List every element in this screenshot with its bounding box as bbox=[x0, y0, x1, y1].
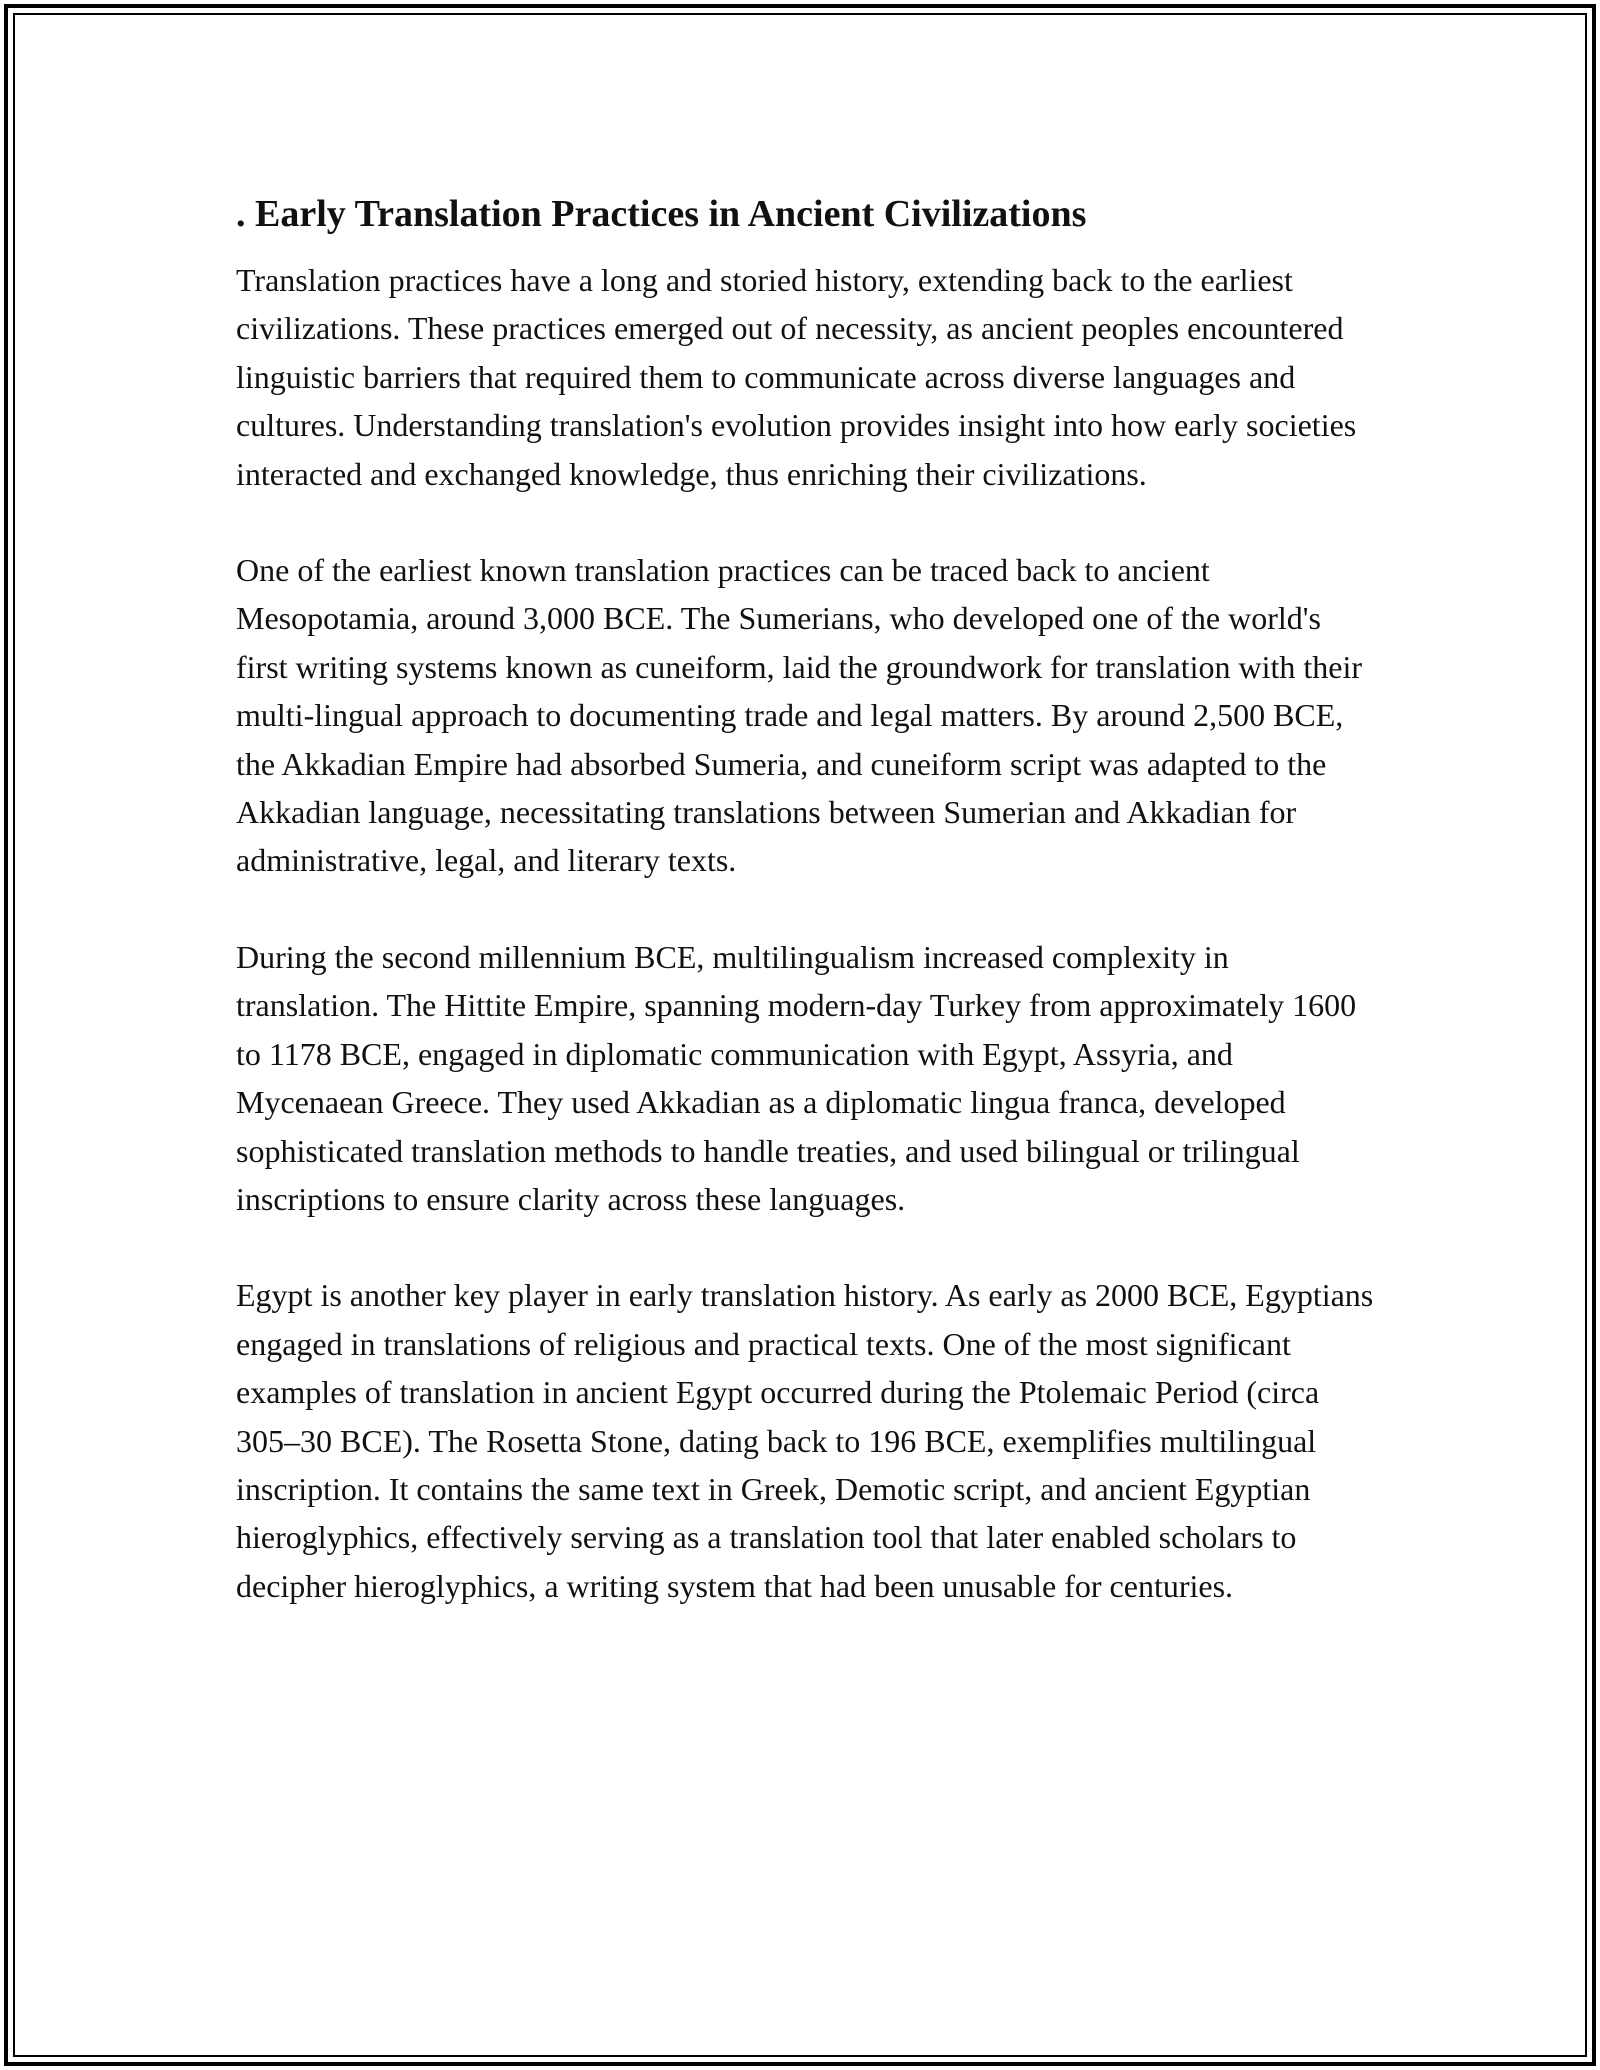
paragraph-egypt: Egypt is another key player in early translation history. As early as 2000 BCE, Egyptians engaged in translations of religious and practical texts. One of the most significant examples of translation in ancient Egypt occurred during the Ptolemaic Period (circa 305–30 BCE). The Rosetta Stone, dating back to 196 BCE, exemplifies multilingual inscription. It contains the same text in Greek, Demotic script, and ancient Egyptian hieroglyphics, effectively serving as a translation tool that later enabled scholars to decipher hieroglyphics, a writing system that had been unusable for centuries. bbox=[236, 1277, 1374, 1604]
paragraph-intro: Translation practices have a long and storied history, extending back to the earliest civilizations. These practices emerged out of necessity, as ancient peoples encountered linguistic barriers that required them to communicate across diverse languages and cultures. Understanding translation's evolution provides insight into how early societies interacted and exchanged knowledge, thus enriching their civilizations. bbox=[236, 262, 1357, 492]
section-heading: . Early Translation Practices in Ancient Civilizations bbox=[236, 193, 1087, 235]
paragraph-mesopotamia: One of the earliest known translation practices can be traced back to ancient Mesopotamia, around 3,000 BCE. The Sumerians, who developed one of the world's first writing systems known as cuneiform, laid the groundwork for translation with their multi-lingual approach to documenting trade and legal matters. By around 2,500 BCE, the Akkadian Empire had absorbed Sumeria, and cuneiform script was adapted to the Akkadian language, necessitating translations between Sumerian and Akkadian for administrative, legal, and literary texts. bbox=[236, 552, 1363, 879]
document-body bbox=[236, 186, 1376, 1610]
paragraph-hittite: During the second millennium BCE, multilingualism increased complexity in translation. The Hittite Empire, spanning modern-day Turkey from approximately 1600 to 1178 BCE, engaged in diplomatic communication with Egypt, Assyria, and Mycenaean Greece. They used Akkadian as a diplomatic lingua franca, developed sophisticated translation methods to handle treaties, and used bilingual or trilingual inscriptions to ensure clarity across these languages. bbox=[236, 938, 1357, 1217]
